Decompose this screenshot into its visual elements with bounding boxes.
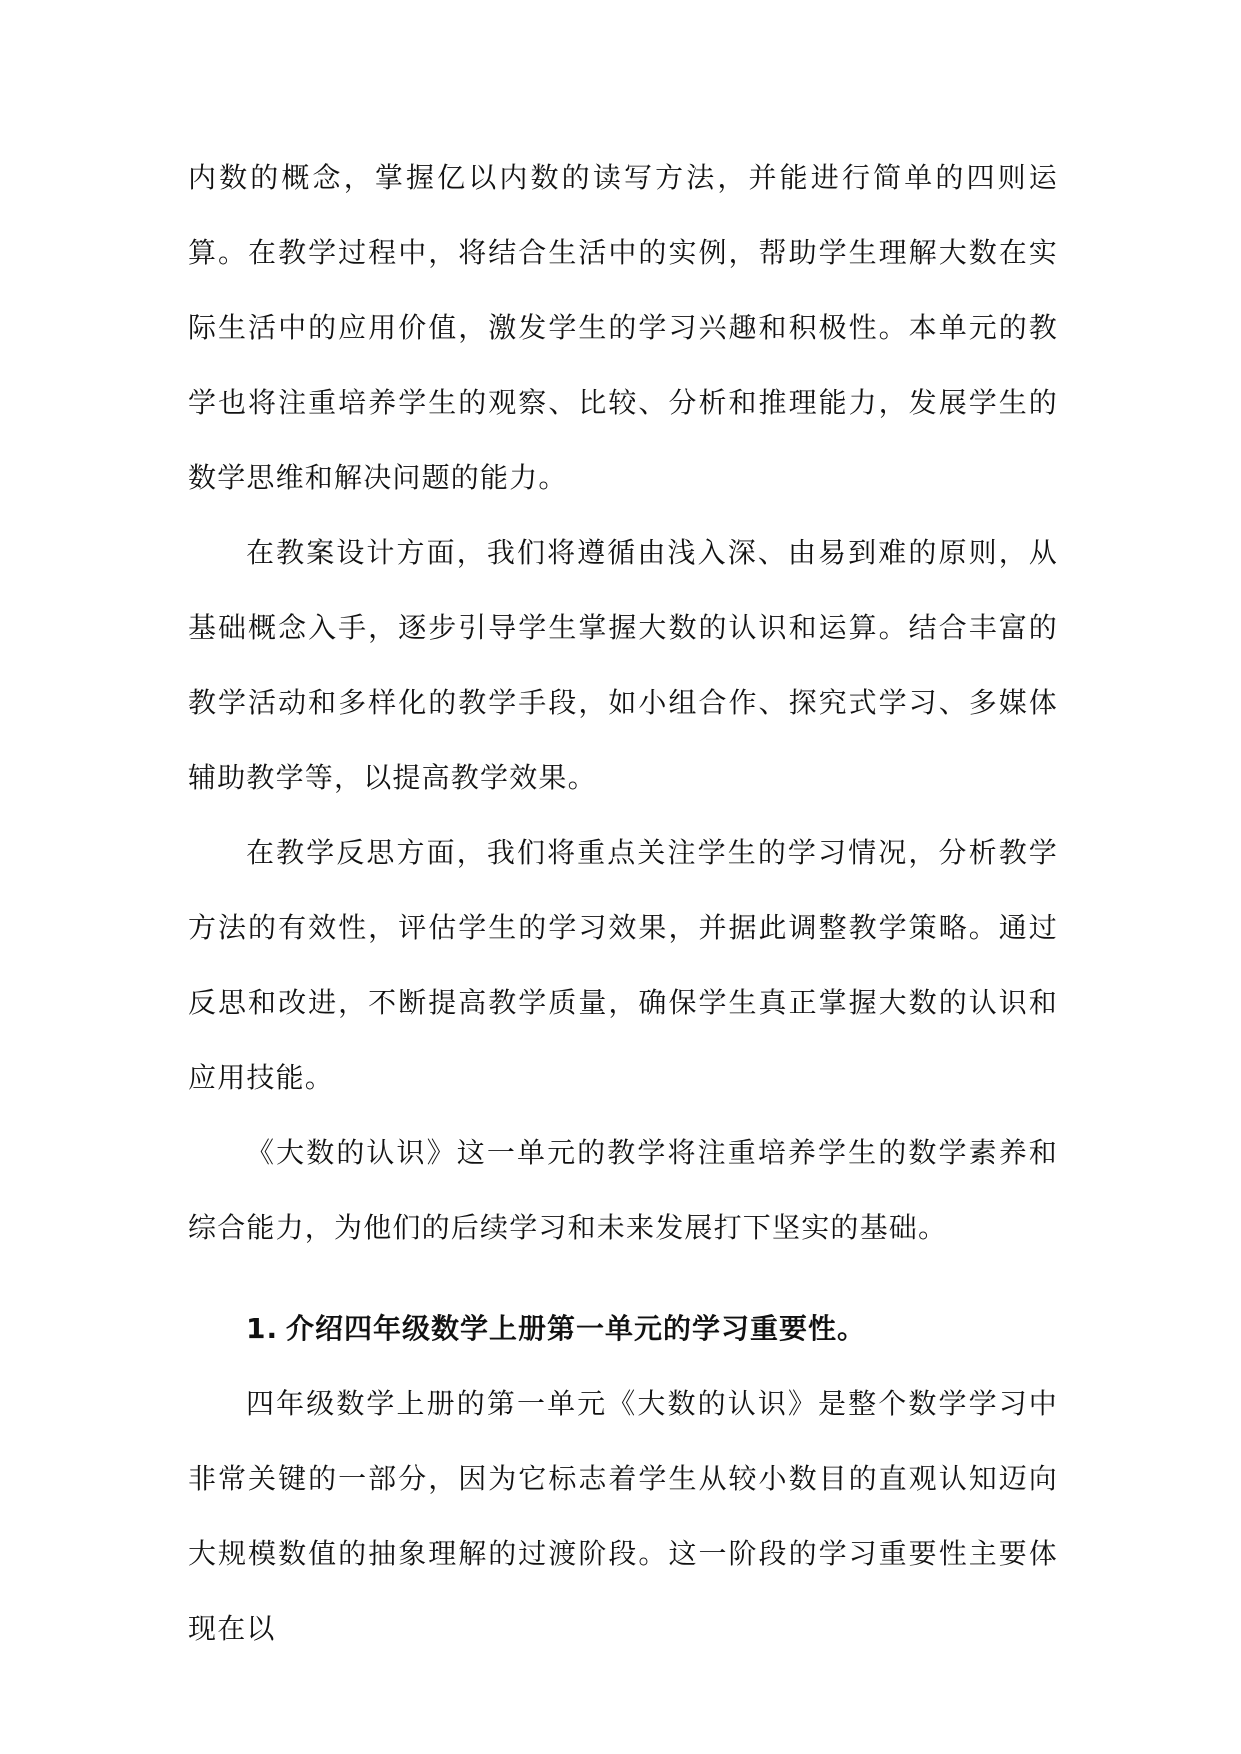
section-heading	[188, 1291, 1058, 1366]
document-body	[188, 140, 1058, 1666]
paragraph-section-intro: 四年级数学上册的第一单元《大数的认识》是整个数学学习中非常关键的一部分，因为它标志着学生从较小数目的直观认知迈向大规模数值的抽象理解的过渡阶段。这一阶段的学习重要性主要体现在以	[188, 1387, 1058, 1645]
paragraph-lesson-design: 在教案设计方面，我们将遵循由浅入深、由易到难的原则，从基础概念入手，逐步引导学生掌握大数的认识和运算。结合丰富的教学活动和多样化的教学手段，如小组合作、探究式学习、多媒体辅助教学等，以提高教学效果。	[188, 536, 1058, 794]
paragraph-continuation: 内数的概念，掌握亿以内数的读写方法，并能进行简单的四则运算。在教学过程中，将结合生活中的实例，帮助学生理解大数在实际生活中的应用价值，激发学生的学习兴趣和积极性。本单元的教学也将注重培养学生的观察、比较、分析和推理能力，发展学生的数学思维和解决问题的能力。	[188, 161, 1058, 494]
section-title: 介绍四年级数学上册第一单元的学习重要性。	[286, 1312, 867, 1345]
section-number: 1.	[246, 1312, 279, 1345]
paragraph-unit-summary: 《大数的认识》这一单元的教学将注重培养学生的数学素养和综合能力，为他们的后续学习和未来发展打下坚实的基础。	[188, 1136, 1058, 1244]
paragraph-teaching-reflection: 在教学反思方面，我们将重点关注学生的学习情况，分析教学方法的有效性，评估学生的学习效果，并据此调整教学策略。通过反思和改进，不断提高教学质量，确保学生真正掌握大数的认识和应用技能。	[188, 836, 1058, 1094]
